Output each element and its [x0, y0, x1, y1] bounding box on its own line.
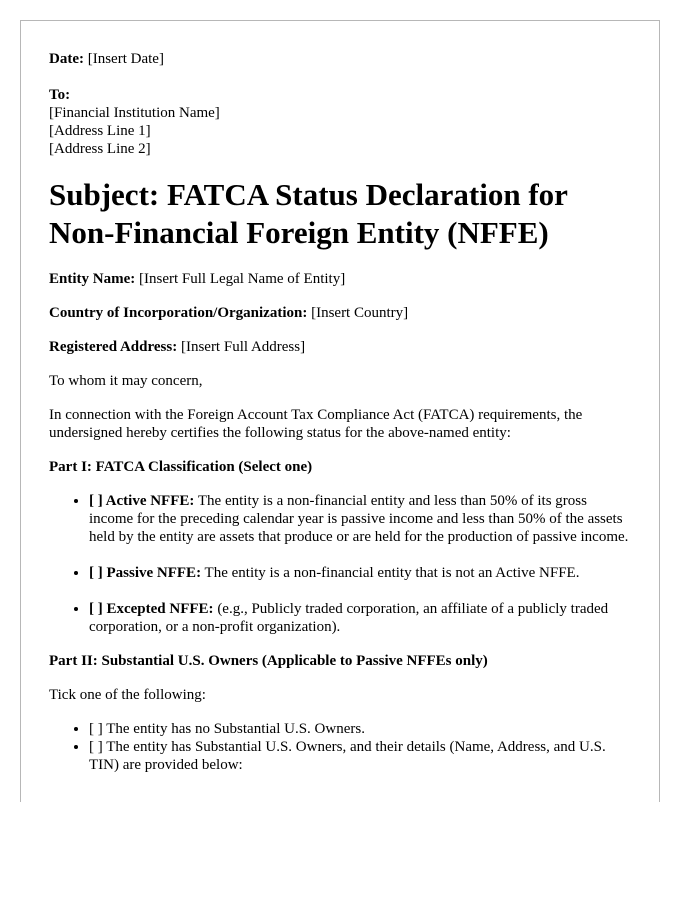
salutation: To whom it may concern, [49, 373, 203, 389]
entity-name-field [49, 270, 631, 288]
option-passive-nffe [89, 564, 631, 582]
registered-address-value: [Insert Full Address] [180, 339, 306, 355]
entity-name-label: Entity Name: [49, 271, 136, 287]
recipient-address-line-2: [Address Line 2] [49, 141, 151, 157]
option-active-nffe-label: [ ] Active NFFE: [89, 493, 195, 509]
registered-address-label: Registered Address: [49, 339, 178, 355]
entity-name-value: [Insert Full Legal Name of Entity] [139, 271, 346, 287]
option-active-nffe [89, 492, 631, 546]
registered-address-field [49, 338, 631, 356]
intro-paragraph: In connection with the Foreign Account Tax Compliance Act (FATCA) requirements, the undersigned hereby certifies the following status for the above-named entity: [49, 407, 583, 441]
part2-heading: Part II: Substantial U.S. Owners (Applicable to Passive NFFEs only) [49, 653, 488, 669]
date-value: [Insert Date] [87, 51, 164, 67]
option-excepted-nffe-text: (e.g., Publicly traded corporation, an affiliate of a publicly traded corporation, or a non-profit organization). [89, 601, 609, 635]
option-excepted-nffe-label: [ ] Excepted NFFE: [89, 601, 214, 617]
classification-options [49, 492, 631, 636]
option-active-nffe-text: The entity is a non-financial entity and less than 50% of its gross income for the preceding calendar year is passive income and less than 50% of the assets held by the entity are assets that produce or are held for the production of passive income. [89, 493, 629, 545]
option-passive-nffe-text: The entity is a non-financial entity that is not an Active NFFE. [204, 565, 580, 581]
date-label: Date: [49, 51, 84, 67]
option-no-us-owners: • [ ] The entity has no Substantial U.S. Owners. [89, 720, 631, 738]
country-field [49, 304, 631, 322]
recipient-block [49, 86, 631, 158]
recipient-address-line-1: [Address Line 1] [49, 123, 151, 139]
option-excepted-nffe [89, 600, 631, 636]
option-passive-nffe-label: [ ] Passive NFFE: [89, 565, 202, 581]
subject-heading: Subject: FATCA Status Declaration for Non-Financial Foreign Entity (NFFE) [49, 177, 568, 250]
part1-heading: Part I: FATCA Classification (Select one) [49, 459, 313, 475]
us-owners-options [49, 720, 631, 774]
letter-page [20, 20, 660, 802]
country-label: Country of Incorporation/Organization: [49, 305, 308, 321]
country-value: [Insert Country] [311, 305, 409, 321]
recipient-name: [Financial Institution Name] [49, 105, 220, 121]
part2-instruction: Tick one of the following: [49, 687, 206, 703]
option-has-us-owners: • [ ] The entity has Substantial U.S. Owners, and their details (Name, Address, and U.S. TIN) are provided below: [89, 738, 631, 774]
date-line [49, 50, 631, 68]
to-label: To: [49, 87, 71, 103]
